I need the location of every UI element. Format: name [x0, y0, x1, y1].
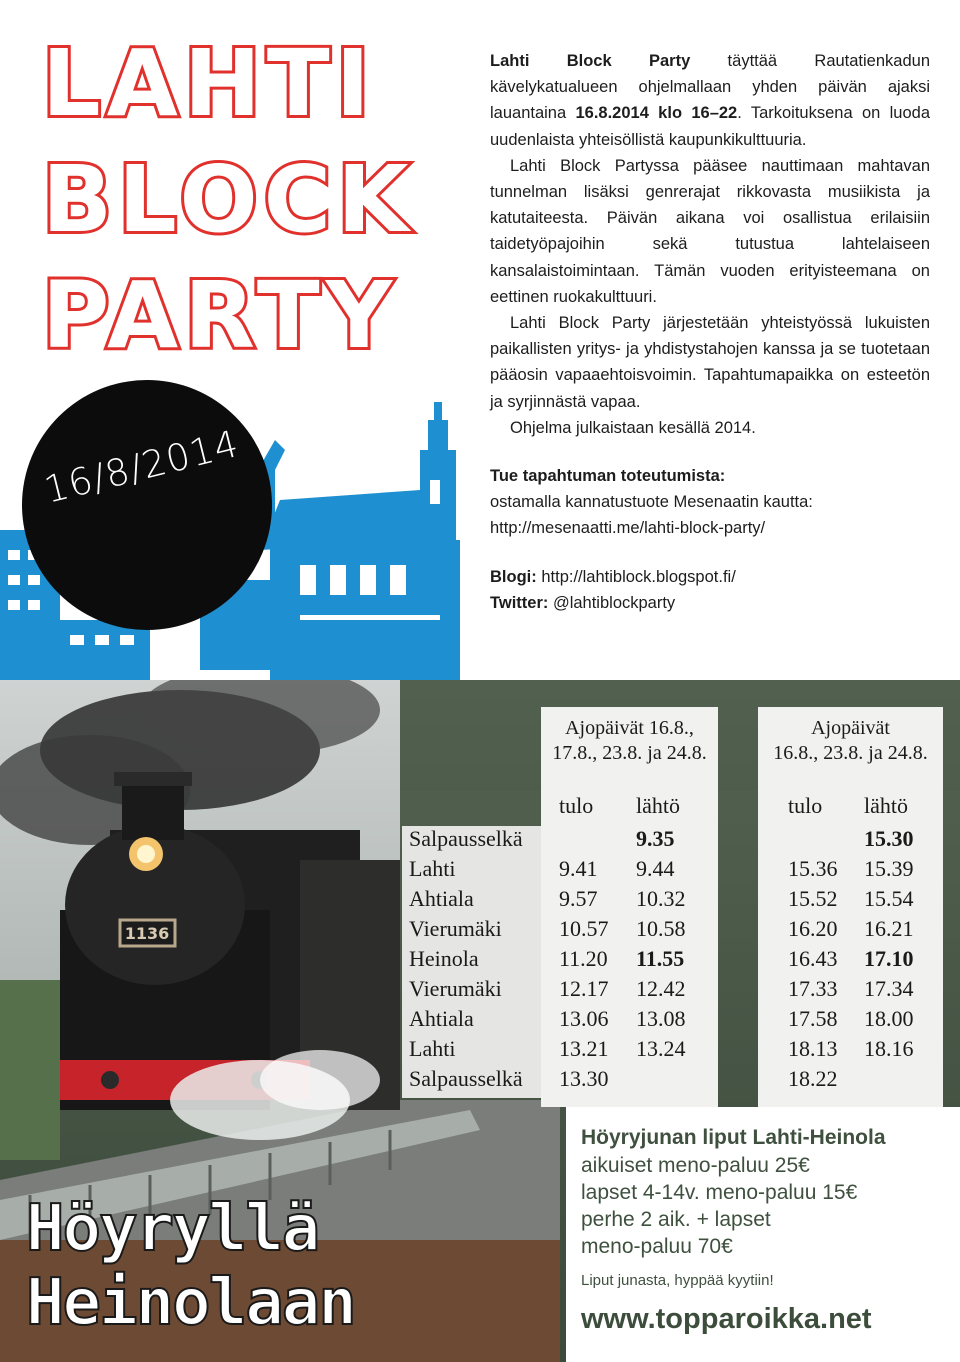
depart-time: 10.32 — [636, 886, 686, 911]
schedule-header-2 — [758, 716, 943, 766]
title-line-block: BLOCK — [42, 146, 415, 253]
depart-time: 17.34 — [864, 976, 914, 1001]
arrive-time: 9.41 — [559, 856, 598, 881]
intro-paragraph-3: Lahti Block Party järjestetään yhteistyössä lukuisten paikallisten yritys- ja yhdistystahojen kanssa ja se tuotetaan pääosin vapaaehtoisvoimin. Tapahtumapaikka on esteetön ja syrjinnästä vapaa. — [490, 314, 930, 411]
event-description — [490, 48, 930, 616]
depart-time: 15.54 — [864, 886, 914, 911]
station-name: Heinola — [409, 946, 479, 971]
arrive-time: 18.13 — [788, 1036, 838, 1061]
ticket-info — [581, 1124, 951, 1336]
arrive-time: 11.20 — [559, 946, 608, 971]
col-depart-1: lähtö — [636, 793, 680, 818]
depart-time: 18.00 — [864, 1006, 914, 1031]
intro-text: . Tarkoituksena on luoda uudenlaista yhteisöllistä kaupunkikulttuuria. — [490, 104, 930, 149]
arrive-time: 18.22 — [788, 1066, 838, 1091]
station-name: Lahti — [409, 856, 456, 881]
col-depart-2: lähtö — [864, 793, 908, 818]
twitter-link[interactable]: @lahtiblockparty — [552, 593, 676, 612]
col-arrive-1: tulo — [559, 793, 594, 818]
arrive-time: 13.21 — [559, 1036, 609, 1061]
schedule-header-2-line-1: Ajopäivät — [811, 717, 890, 739]
ticket-title: Höyryjunan liput Lahti-Heinola — [581, 1126, 886, 1149]
ticket-family: perhe 2 aik. + lapset — [581, 1208, 771, 1231]
blog-label: Blogi: — [490, 567, 537, 586]
schedule-header-1 — [541, 716, 718, 766]
arrive-time: 13.30 — [559, 1066, 609, 1091]
schedule-panel-2 — [758, 707, 943, 1107]
ticket-note: Liput junasta, hyppää kyytiin! — [581, 1272, 774, 1289]
arrive-time: 15.36 — [788, 856, 838, 881]
intro-text: täyttää Rautatienkadun kävelykatualueen ohjelmallaan yhden päivän ajaksi lauantaina — [490, 52, 930, 123]
depart-time: 18.16 — [864, 1036, 914, 1061]
title-line-lahti: LAHTI — [42, 30, 376, 137]
title-line-party: PARTY — [42, 262, 399, 369]
train-number: 1136 — [124, 924, 170, 943]
depart-time: 12.42 — [636, 976, 686, 1001]
intro-paragraph-2: Lahti Block Partyssa pääsee nauttimaan mahtavan tunnelman lisäksi genrerajat rikkovasta musiikista ja katutaiteesta. Päivän aikana voi osallistua erilaisiin taidetyöpajoihin sekä tutustua lahtelaiseen kansalaistoimintaan. Tämän vuoden erityisteemana on eettinen ruokakulttuuri. — [490, 156, 930, 306]
depart-time: 9.35 — [636, 826, 675, 851]
depart-time: 15.39 — [864, 856, 914, 881]
support-link[interactable]: http://mesenaatti.me/lahti-block-party/ — [490, 519, 766, 538]
slogan — [26, 1192, 355, 1340]
depart-time: 13.08 — [636, 1006, 686, 1031]
event-date: 16/8/2014 — [40, 421, 244, 512]
depart-time: 13.24 — [636, 1036, 686, 1061]
station-name: Salpausselkä — [409, 826, 523, 851]
support-text: ostamalla kannatustuote Mesenaatin kautta: — [490, 493, 813, 512]
intro-paragraph-1 — [490, 48, 930, 153]
station-name: Lahti — [409, 1036, 456, 1061]
depart-time: 15.30 — [864, 826, 914, 851]
col-arrive-2: tulo — [788, 793, 823, 818]
station-name: Ahtiala — [409, 886, 474, 911]
arrive-time: 17.33 — [788, 976, 838, 1001]
arrive-time: 10.57 — [559, 916, 609, 941]
social-links — [490, 564, 930, 616]
depart-time: 11.55 — [636, 946, 685, 971]
slogan-line-2: Heinolaan — [26, 1266, 355, 1340]
blog-link[interactable]: http://lahtiblock.blogspot.fi/ — [541, 567, 736, 586]
support-block — [490, 463, 930, 542]
slogan-line-1: Höyryllä — [26, 1192, 319, 1266]
depart-time: 16.21 — [864, 916, 914, 941]
arrive-time: 9.57 — [559, 886, 598, 911]
website-link[interactable]: www.topparoikka.net — [581, 1303, 872, 1335]
event-name: Lahti Block Party — [490, 52, 691, 70]
station-name: Salpausselkä — [409, 1066, 523, 1091]
arrive-time: 16.20 — [788, 916, 838, 941]
support-heading: Tue tapahtuman toteutumista: — [490, 467, 726, 486]
depart-time: 9.44 — [636, 856, 675, 881]
arrive-time: 15.52 — [788, 886, 838, 911]
arrive-time: 13.06 — [559, 1006, 609, 1031]
schedule-header-2-line-2: 16.8., 23.8. ja 24.8. — [773, 742, 928, 764]
intro-paragraph-4: Ohjelma julkaistaan kesällä 2014. — [510, 418, 756, 437]
ticket-family-price: meno-paluu 70€ — [581, 1235, 733, 1258]
schedule-header-1-line-2: 17.8., 23.8. ja 24.8. — [552, 742, 707, 764]
depart-time: 10.58 — [636, 916, 686, 941]
ticket-adults: aikuiset meno-paluu 25€ — [581, 1154, 810, 1177]
depart-time: 17.10 — [864, 946, 914, 971]
station-name: Vierumäki — [409, 976, 502, 1001]
event-section — [0, 0, 960, 680]
twitter-label: Twitter: — [490, 593, 549, 612]
ticket-children: lapset 4-14v. meno-paluu 15€ — [581, 1181, 858, 1204]
arrive-time: 17.58 — [788, 1006, 838, 1031]
station-name: Vierumäki — [409, 916, 502, 941]
schedule-header-1-line-1: Ajopäivät 16.8., — [565, 717, 694, 739]
station-name: Ahtiala — [409, 1006, 474, 1031]
arrive-time: 16.43 — [788, 946, 838, 971]
event-time: 16.8.2014 klo 16–22 — [575, 104, 738, 123]
arrive-time: 12.17 — [559, 976, 609, 1001]
